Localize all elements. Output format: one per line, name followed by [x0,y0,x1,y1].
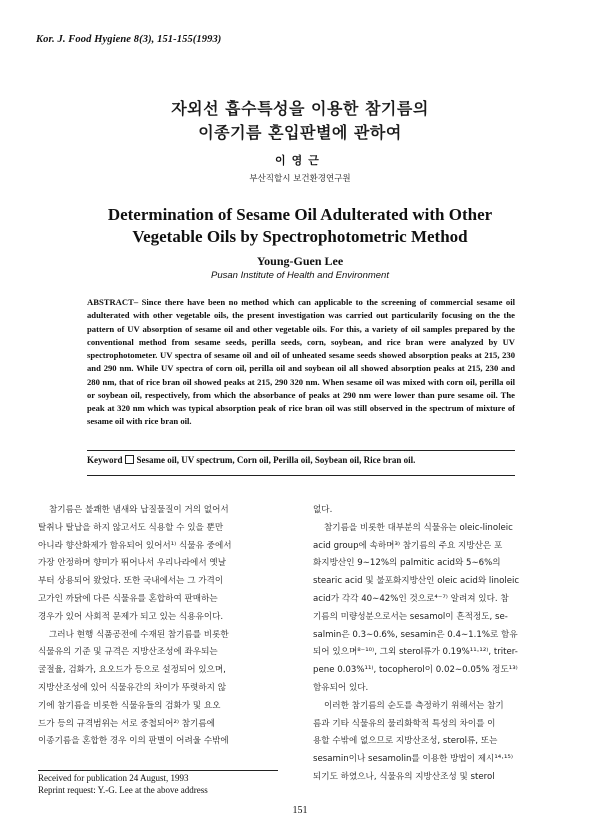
keyword-top-rule [87,450,515,451]
body-line: 이종기름을 혼합한 경우 이의 판별이 어려울 수밖에 [38,736,229,747]
body-line: 되기도 하였으나, 식물유의 지방산조성 및 sterol [313,771,495,782]
body-left-column [38,502,278,751]
abstract-line: – Since there have been no method which can applicable to the screening of commercial [133,297,474,307]
english-title-line-2: Vegetable Oils by Spectrophotometric Method [132,227,468,246]
abstract-line: spectra of corn oil, perilla oil and soybean oil all showed absorption peaks at 215, 230 and 280 nm, [87,363,515,387]
body-line: acid가 각각 40∼42%인 것으로⁴⁻⁷⁾ 알려져 있다. 참 [313,593,509,604]
body-line: 지방산조성에 있어 식물유간의 차이가 뚜렷하지 않 [38,682,226,693]
korean-title-line-2: 이종기름 혼입판별에 관하여 [198,123,402,142]
body-line: 참기름은 불쾌한 냄새와 납질물질이 거의 없어서 [49,505,229,515]
body-line: salmin은 0.3∼0.6%, sesamin은 0.4∼1.1%로 함유 [313,629,518,640]
keywords [87,455,515,465]
abstract-line: lower than pure sesame oil. The peak at 320 nm which was typical absorption peak of rice bran [87,389,515,413]
abstract-line: sesame oil adulterated with other vegetable oils, the present investigation was carried out particularily [87,297,516,321]
abstract-line: oil, perilla oil or soybean oil, respectively, from which the absorbance of peaks at 290 nm were [87,376,515,400]
english-affiliation: Pusan Institute of Health and Environment [211,270,389,281]
korean-affiliation: 부산직할시 보건환경연구원 [249,174,351,184]
body-line: 기에 참기름을 비롯한 식물유들의 검화가 및 요오 [38,700,221,711]
body-line: pene 0.03%¹¹⁾, tocopherol이 0.02∼0.05% 정도¹³⁾ [313,665,518,676]
korean-title-line-1: 자외선 흡수특성을 이용한 참기름의 [171,99,429,118]
body-line: 없다. [313,505,333,515]
footnote-received: Received for publication 24 August, 1993 [38,773,189,783]
journal-citation: Kor. J. Food Hygiene 8(3), 151-155(1993) [36,34,222,45]
body-line: 굴절율, 검화가, 요오드가 등으로 설정되어 있으며, [38,665,226,676]
korean-author: 이영근 [275,154,325,167]
body-line: 함유되어 있다. [313,682,369,693]
body-line: 경우가 있어 사회적 문제가 되고 있는 식용유이다. [38,611,224,622]
english-author: Young-Guen Lee [256,254,344,268]
keyword-bottom-rule [87,475,515,476]
abstract-lead: ABSTRACT [87,297,134,307]
body-line: 그러나 현행 식품공전에 수재된 참기름를 비롯한 [49,629,229,640]
keyword-list: Sesame oil, UV spectrum, Corn oil, Perilla oil, Soybean oil, Rice bran oil. [136,455,416,465]
checkbox-icon [125,455,134,464]
footnote-reprint: Reprint request: Y.-G. Lee at the above address [38,785,208,795]
body-line: 고가인 까닭에 다른 식물유를 혼합하여 판매하는 [38,593,218,604]
footnote-rule [38,770,278,771]
abstract-line: a variety of oil samples prepared by the conventional method from sesame seeds, perilla seeds, [87,323,515,347]
body-line: 가장 안정하며 향미가 뛰어나서 우리나라에서 옛날 [38,558,226,569]
body-line: 기름의 미량성분으로서는 sesamol이 흔적정도, se- [313,611,508,622]
abstract-line: corn, soybean, and rice bran were analyzed by UV spectrophotometer. UV spectra of sesame oil [87,336,515,360]
abstract-line: and oil of unheated sesame seeds showed absorption peaks at 215, 230 and 290 nm. While UV [87,350,515,374]
english-title-line-1: Determination of Sesame Oil Adulterated with Other [107,205,493,224]
body-line: 화지방산인 9∼12%의 palmitic acid와 5∼6%의 [313,558,501,569]
body-line: sesamin이나 sesamolin를 이용한 방법이 제시¹⁴·¹⁵⁾ [313,754,513,765]
body-line: stearic acid 및 불포화지방산인 oleic acid와 linoleic [313,576,520,587]
body-line: 이러한 참기름의 순도를 측정하기 위해서는 참기 [324,700,504,711]
body-line: 탈취나 탈납을 하지 않고서도 식용할 수 있을 뿐만 [38,522,224,533]
body-line: 식물유의 기준 및 규격은 지방산조성에 좌우되는 [38,647,218,658]
body-line: 용할 수밖에 없으므로 지방산조성, sterol류, 또는 [313,736,498,747]
abstract-line: oil was still observed in the spectrum of mixture of sesame oil with rice bran oil. [87,403,515,427]
keyword-label: Keyword [87,455,123,465]
body-line: 아니라 향산화제가 함유되어 있어서¹⁾ 식물유 중에서 [38,540,232,551]
body-right-column [313,502,553,787]
body-line: 되어 있으며⁸⁻¹⁰⁾, 그외 sterol류가 0.19%¹¹·¹²⁾, triter- [313,647,518,658]
page-number: 151 [292,805,308,816]
abstract-line: that of rice bran oil showed peaks at 215, 290 320 nm. When sesame oil was mixed with corn [119,376,464,387]
abstract [87,296,515,429]
body-line: acid group에 속하며³⁾ 참기름의 주요 지방산은 포 [313,540,503,551]
abstract-line: focusing on the the pattern of UV absorption of sesame oil and other vegetable oils. For this, [87,310,515,334]
body-line: 부터 상용되어 왔었다. 또한 국내에서는 그 가격이 [38,576,224,587]
body-line: 드가 등의 규격범위는 서로 중첩되어²⁾ 참기름에 [38,718,215,729]
body-line: 참기름을 비롯한 대부분의 식물유는 oleic-linoleic [324,522,513,533]
body-line: 름과 기타 식물유의 물리화학적 특성의 차이를 이 [313,718,496,729]
